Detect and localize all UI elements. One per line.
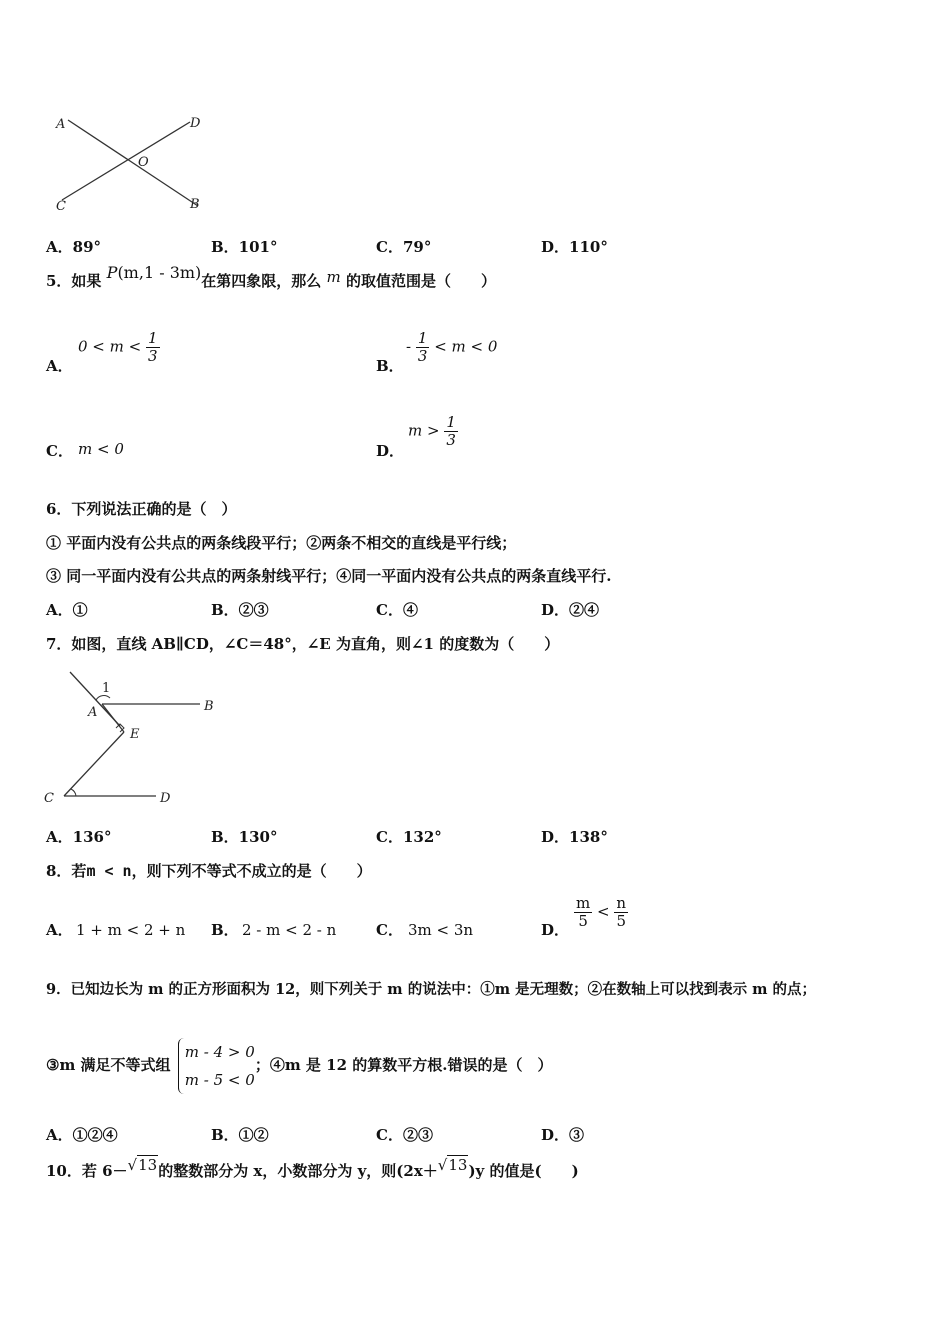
q9-option-b: B．①② (211, 1126, 269, 1144)
q5-point (107, 263, 202, 282)
q8-d-den2: 5 (616, 912, 626, 930)
q10-sqrt-1-arg: 13 (138, 1156, 158, 1174)
q8-d-lt: < (597, 902, 610, 921)
q10-part-b: 的整数部分为 x，小数部分为 y，则(2x＋ (158, 1162, 438, 1180)
q4-option-d: D．110° (541, 238, 608, 256)
q8-label-c: C． (376, 921, 403, 939)
label-E: E (130, 727, 140, 742)
q5-b-frac-num: 1 (417, 329, 428, 347)
q4-option-c: C．79° (376, 238, 432, 256)
q8-stem-a: 8．若 (46, 862, 87, 880)
q8-d-num2: n (616, 894, 627, 912)
q5-label-c: C． (46, 442, 73, 460)
q9-inequality-system (178, 1038, 255, 1094)
q5-d-frac-den: 3 (446, 431, 456, 449)
q7-stem: 7．如图，直线 AB∥CD，∠C＝48°，∠E 为直角，则∠1 的度数为（ ） (46, 635, 560, 653)
q10-part-c: )y 的值是( ) (468, 1162, 579, 1180)
q5-label-d: D． (376, 442, 405, 460)
q5-a-frac-den: 3 (148, 347, 158, 365)
q9-stem: 9．已知边长为 m 的正方形面积为 12，则下列关于 m 的说法中：①m 是无理数；②在数轴上可以找到表示 m 的点； (46, 981, 817, 998)
q9-sys-line2: m - 5 < 0 (184, 1071, 255, 1089)
q4-option-b: B．101° (211, 238, 278, 256)
q6-line2: ③ 同一平面内没有公共点的两条射线平行；④同一平面内没有公共点的两条直线平行. (46, 567, 612, 585)
intersecting-lines-figure (50, 108, 220, 218)
q6-option-a: A．① (46, 601, 88, 619)
q6-option-c: C．④ (376, 601, 418, 619)
q5-option-d-expr (408, 414, 458, 449)
parallel-lines-figure (40, 668, 230, 813)
q7-option-d: D．138° (541, 828, 608, 846)
q5-point-args: (m,1 - 3m) (117, 263, 202, 282)
q8-d-fraction-1 (574, 895, 592, 930)
q5-option-c-expr: m < 0 (78, 440, 124, 458)
label-angle-1: 1 (102, 681, 111, 696)
q10-part-a: 10．若 6－ (46, 1162, 128, 1180)
q5-d-frac-num: 1 (446, 413, 456, 431)
q8-condition: m < n (86, 862, 132, 880)
q10-sqrt-1: √13 (127, 1156, 158, 1174)
q5-number: 5．如果 (46, 272, 102, 290)
q5-point-name: P (106, 263, 118, 282)
q5-text-end: 的取值范围是（ ） (346, 272, 497, 290)
q8-stem-b: ，则下列不等式不成立的是（ ） (131, 862, 372, 880)
q10-sqrt-2: √13 (437, 1156, 468, 1174)
label-B: B (204, 699, 214, 714)
q10-stem (46, 1156, 579, 1181)
q8-d-den1: 5 (578, 912, 588, 930)
q8-option-c-expr: 3m < 3n (408, 921, 474, 939)
q7-option-c: C．132° (376, 828, 442, 846)
q8-label-d: D． (541, 921, 570, 939)
q5-a-frac-num: 1 (148, 329, 158, 347)
q5-b-fraction (416, 330, 430, 365)
q6-option-b: B．②③ (211, 601, 269, 619)
q9-option-a: A．①②④ (46, 1126, 118, 1144)
label-A: A (56, 117, 66, 132)
q5-d-ineq: m > (408, 421, 440, 440)
q5-option-a-expr (78, 330, 160, 365)
q9-option-c: C．②③ (376, 1126, 433, 1144)
q5-b-frac-den: 3 (417, 347, 428, 365)
q5-option-b-expr (406, 330, 497, 365)
q5-a-fraction (146, 330, 160, 365)
q8-option-d-expr (574, 895, 628, 930)
label-D: D (160, 791, 171, 806)
q5-stem (46, 263, 497, 291)
q7-option-a: A．136° (46, 828, 112, 846)
q5-label-a: A． (46, 357, 73, 375)
q5-a-ineq: 0 < m < (78, 337, 142, 356)
q5-b-ineq: < m < 0 (434, 337, 498, 356)
q6-stem: 6．下列说法正确的是（ ） (46, 500, 237, 518)
label-C: C (56, 199, 66, 214)
label-D: D (190, 116, 201, 131)
q9-line2 (46, 1038, 552, 1094)
q5-label-b: B． (376, 357, 404, 375)
q8-label-b: B． (211, 921, 239, 939)
q8-stem (46, 860, 372, 881)
q8-label-a: A． (46, 921, 73, 939)
label-C: C (44, 791, 54, 806)
q7-option-b: B．130° (211, 828, 278, 846)
label-B: B (190, 197, 200, 212)
q5-d-fraction (444, 414, 458, 449)
q8-option-b-expr: 2 - m < 2 - n (242, 921, 337, 939)
q9-line2-b: ；④m 是 12 的算数平方根.错误的是（ ） (254, 1056, 553, 1074)
q8-d-num1: m (576, 894, 591, 912)
q5-var-m: m (326, 268, 341, 286)
q10-sqrt-2-arg: 13 (448, 1156, 468, 1174)
q9-sys-line1: m - 4 > 0 (184, 1043, 255, 1061)
q9-option-d: D．③ (541, 1126, 585, 1144)
label-A: A (88, 705, 98, 720)
q6-option-d: D．②④ (541, 601, 600, 619)
q4-option-a: A．89° (46, 238, 102, 256)
q8-d-fraction-2 (614, 895, 628, 930)
label-O: O (138, 155, 149, 170)
q8-option-a-expr: 1 + m < 2 + n (76, 921, 186, 939)
q9-line2-a: ③m 满足不等式组 (46, 1056, 171, 1074)
q5-b-neg: - (406, 337, 412, 356)
q5-text-mid: 在第四象限，那么 (201, 272, 322, 290)
q6-line1: ① 平面内没有公共点的两条线段平行；②两条不相交的直线是平行线； (46, 534, 517, 552)
